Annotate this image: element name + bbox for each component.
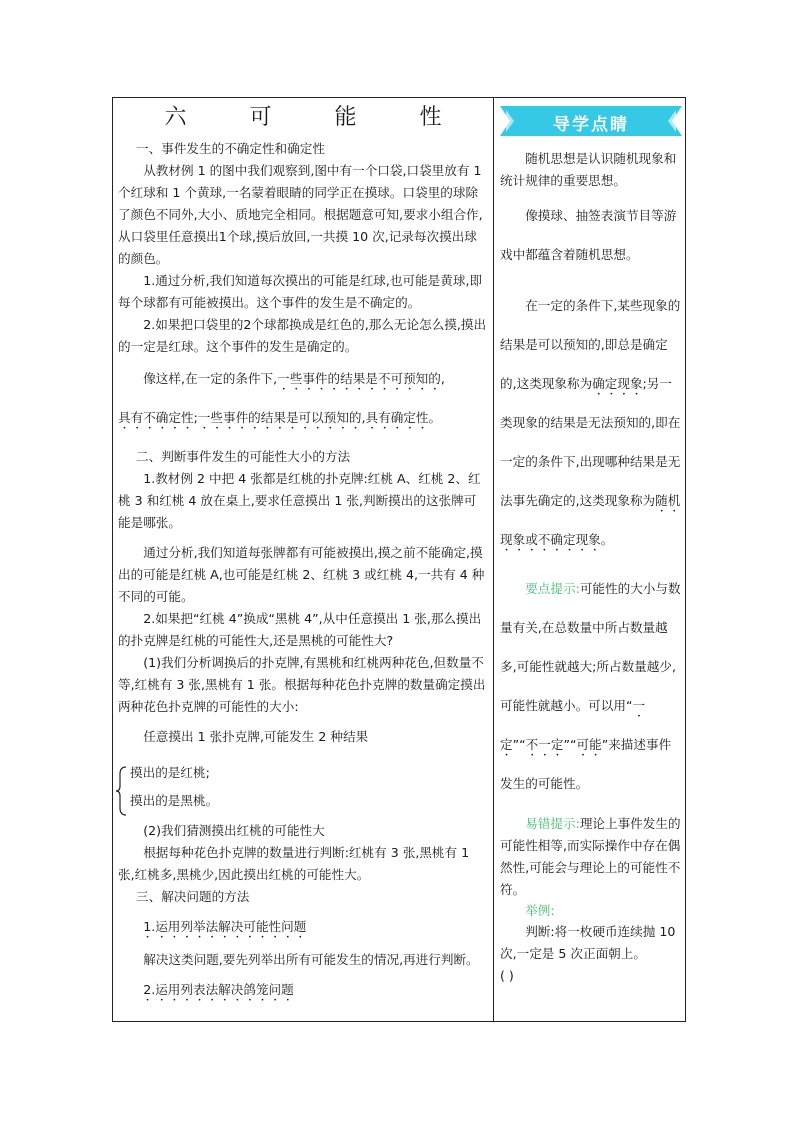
tip-e: ”“ bbox=[563, 737, 577, 752]
branch-black: 摸出的是黑桃。 bbox=[130, 793, 219, 808]
banner-title: 导学点睛 bbox=[553, 115, 629, 135]
section1-summary bbox=[118, 366, 488, 393]
term-certain: 确定现象 bbox=[592, 376, 643, 391]
tip-d: 不一定 bbox=[525, 737, 564, 752]
result-line: 任意摸出 1 张扑克牌,可能发生 2 种结果 bbox=[143, 729, 369, 744]
side-para3-a: 在一定的条件下,某些现象的结果是可以预知的,即总是确定的,这类现象称为 bbox=[500, 298, 681, 391]
example-text: 判断:将一枚硬币连续抛 10 次,一定是 5 次正面朝上。 bbox=[500, 924, 676, 961]
summary-part-b: 一些事件的结果是不可预知的, bbox=[277, 371, 445, 386]
section3-item1: 1.运用列举法解决可能性问题 bbox=[143, 919, 307, 934]
main-column bbox=[118, 100, 488, 1004]
section3-heading: 三、解决问题的方法 bbox=[136, 889, 250, 904]
section1-para3: 2.如果把口袋里的2个球都换成是红色的,那么无论怎么摸,摸出的一定是红球。这个事件的发生是确定的。 bbox=[118, 317, 487, 354]
summary-part-c: 具有不确定性;一些事件的结果是可以预知的,具有确定性。 bbox=[118, 410, 442, 425]
section2-para5: (2)我们猜测摸出红桃的可能性大 bbox=[143, 823, 325, 838]
side-tip bbox=[500, 569, 682, 803]
answer-blank: ( ) bbox=[500, 968, 514, 983]
section2-para3: 2.如果把“红桃 4”换成“黑桃 4”,从中任意摸出 1 张,那么摸出的扑克牌是红桃的可能性大,还是黑桃的可能性大? bbox=[118, 611, 482, 648]
section1-para1: 从教材例 1 的图中我们观察到,图中有一个口袋,口袋里放有 1 个红球和 1 个黄球,一名蒙着眼睛的同学正在摸球。口袋里的球除了颜色不同外,大小、质地完全相同。根据题意可知,要求小组合作,从口袋里任意摸出1个球,摸后放回,一共摸 10 次,记录每次摸出球的颜色。 bbox=[118, 163, 483, 266]
error-text: 理论上事件发生的可能性相等,而实际操作中存在偶然性,可能会与理论上的可能性不符。 bbox=[500, 816, 681, 897]
side-column bbox=[500, 100, 682, 987]
tip-c: ”“ bbox=[512, 737, 526, 752]
tip-g: ”来描述事件发生的可能性。 bbox=[500, 737, 672, 791]
section2-heading: 二、判断事件发生的可能性大小的方法 bbox=[136, 449, 351, 464]
column-divider bbox=[493, 97, 494, 1022]
brace-icon bbox=[116, 766, 128, 816]
section2-para6: 根据每种花色扑克牌的数量进行判断:红桃有 3 张,黑桃有 1 张,红桃多,黑桃少,因此摸出红桃的可能性大。 bbox=[118, 845, 470, 882]
example-label: 举例: bbox=[525, 903, 555, 918]
error-label: 易错提示: bbox=[525, 816, 580, 831]
tip-f: 可能 bbox=[576, 737, 602, 752]
section3-item1-text: 解决这类问题,要先列举出所有可能发生的情况,再进行判断。 bbox=[143, 952, 479, 967]
section1-para2: 1.通过分析,我们知道每次摸出的可能是红球,也可能是黄球,即每个球都有可能被摸出。这个事件的发生是不确定的。 bbox=[118, 273, 483, 310]
term-random: 随机现象或不确定现象 bbox=[500, 493, 681, 547]
side-para3 bbox=[500, 286, 682, 559]
summary-part-a: 像这样,在一定的条件下, bbox=[143, 371, 278, 386]
side-para2: 像摸球、抽签表演节目等游戏中都蕴含着随机思想。 bbox=[500, 208, 677, 262]
side-para3-c: ;另一类现象的结果是无法预知的,即在一定的条件下,出现哪种结果是无法事先确定的,这类现象称为 bbox=[500, 376, 681, 508]
page-title: 六 可 能 性 bbox=[164, 105, 470, 130]
guide-banner bbox=[500, 104, 682, 138]
tip-b: 一定 bbox=[500, 698, 646, 752]
side-error-tip bbox=[500, 813, 682, 901]
branch-red: 摸出的是红桃; bbox=[130, 765, 210, 780]
side-para3-e: 。 bbox=[600, 532, 614, 547]
side-para1: 随机思想是认识随机现象和统计规律的重要思想。 bbox=[500, 151, 677, 188]
section3-item2: 2.运用列表法解决鸽笼问题 bbox=[143, 982, 294, 997]
tip-label: 要点提示: bbox=[525, 581, 580, 596]
result-branches bbox=[118, 762, 488, 812]
section2-para1: 1.教材例 2 中把 4 张都是红桃的扑克牌:红桃 A、红桃 2、红桃 3 和红桃 4 放在桌上,要求任意摸出 1 张,判断摸出的这张牌可能是哪张。 bbox=[118, 471, 481, 530]
section1-heading: 一、事件发生的不确定性和确定性 bbox=[136, 141, 325, 156]
tip-a: 可能性的大小与数量有关,在总数量中所占数量越多,可能性就越大;所占数量越少,可能性就越小。可以用“ bbox=[500, 581, 681, 713]
section2-para4: (1)我们分析调换后的扑克牌,有黑桃和红桃两种花色,但数量不等,红桃有 3 张,黑桃有 1 张。根据每种花色扑克牌的数量确定摸出两种花色扑克牌的可能性的大小: bbox=[118, 655, 486, 714]
section2-para2: 通过分析,我们知道每张牌都有可能被摸出,摸之前不能确定,摸出的可能是红桃 A,也可能是红桃 2、红桃 3 或红桃 4,一共有 4 种不同的可能。 bbox=[118, 545, 485, 604]
